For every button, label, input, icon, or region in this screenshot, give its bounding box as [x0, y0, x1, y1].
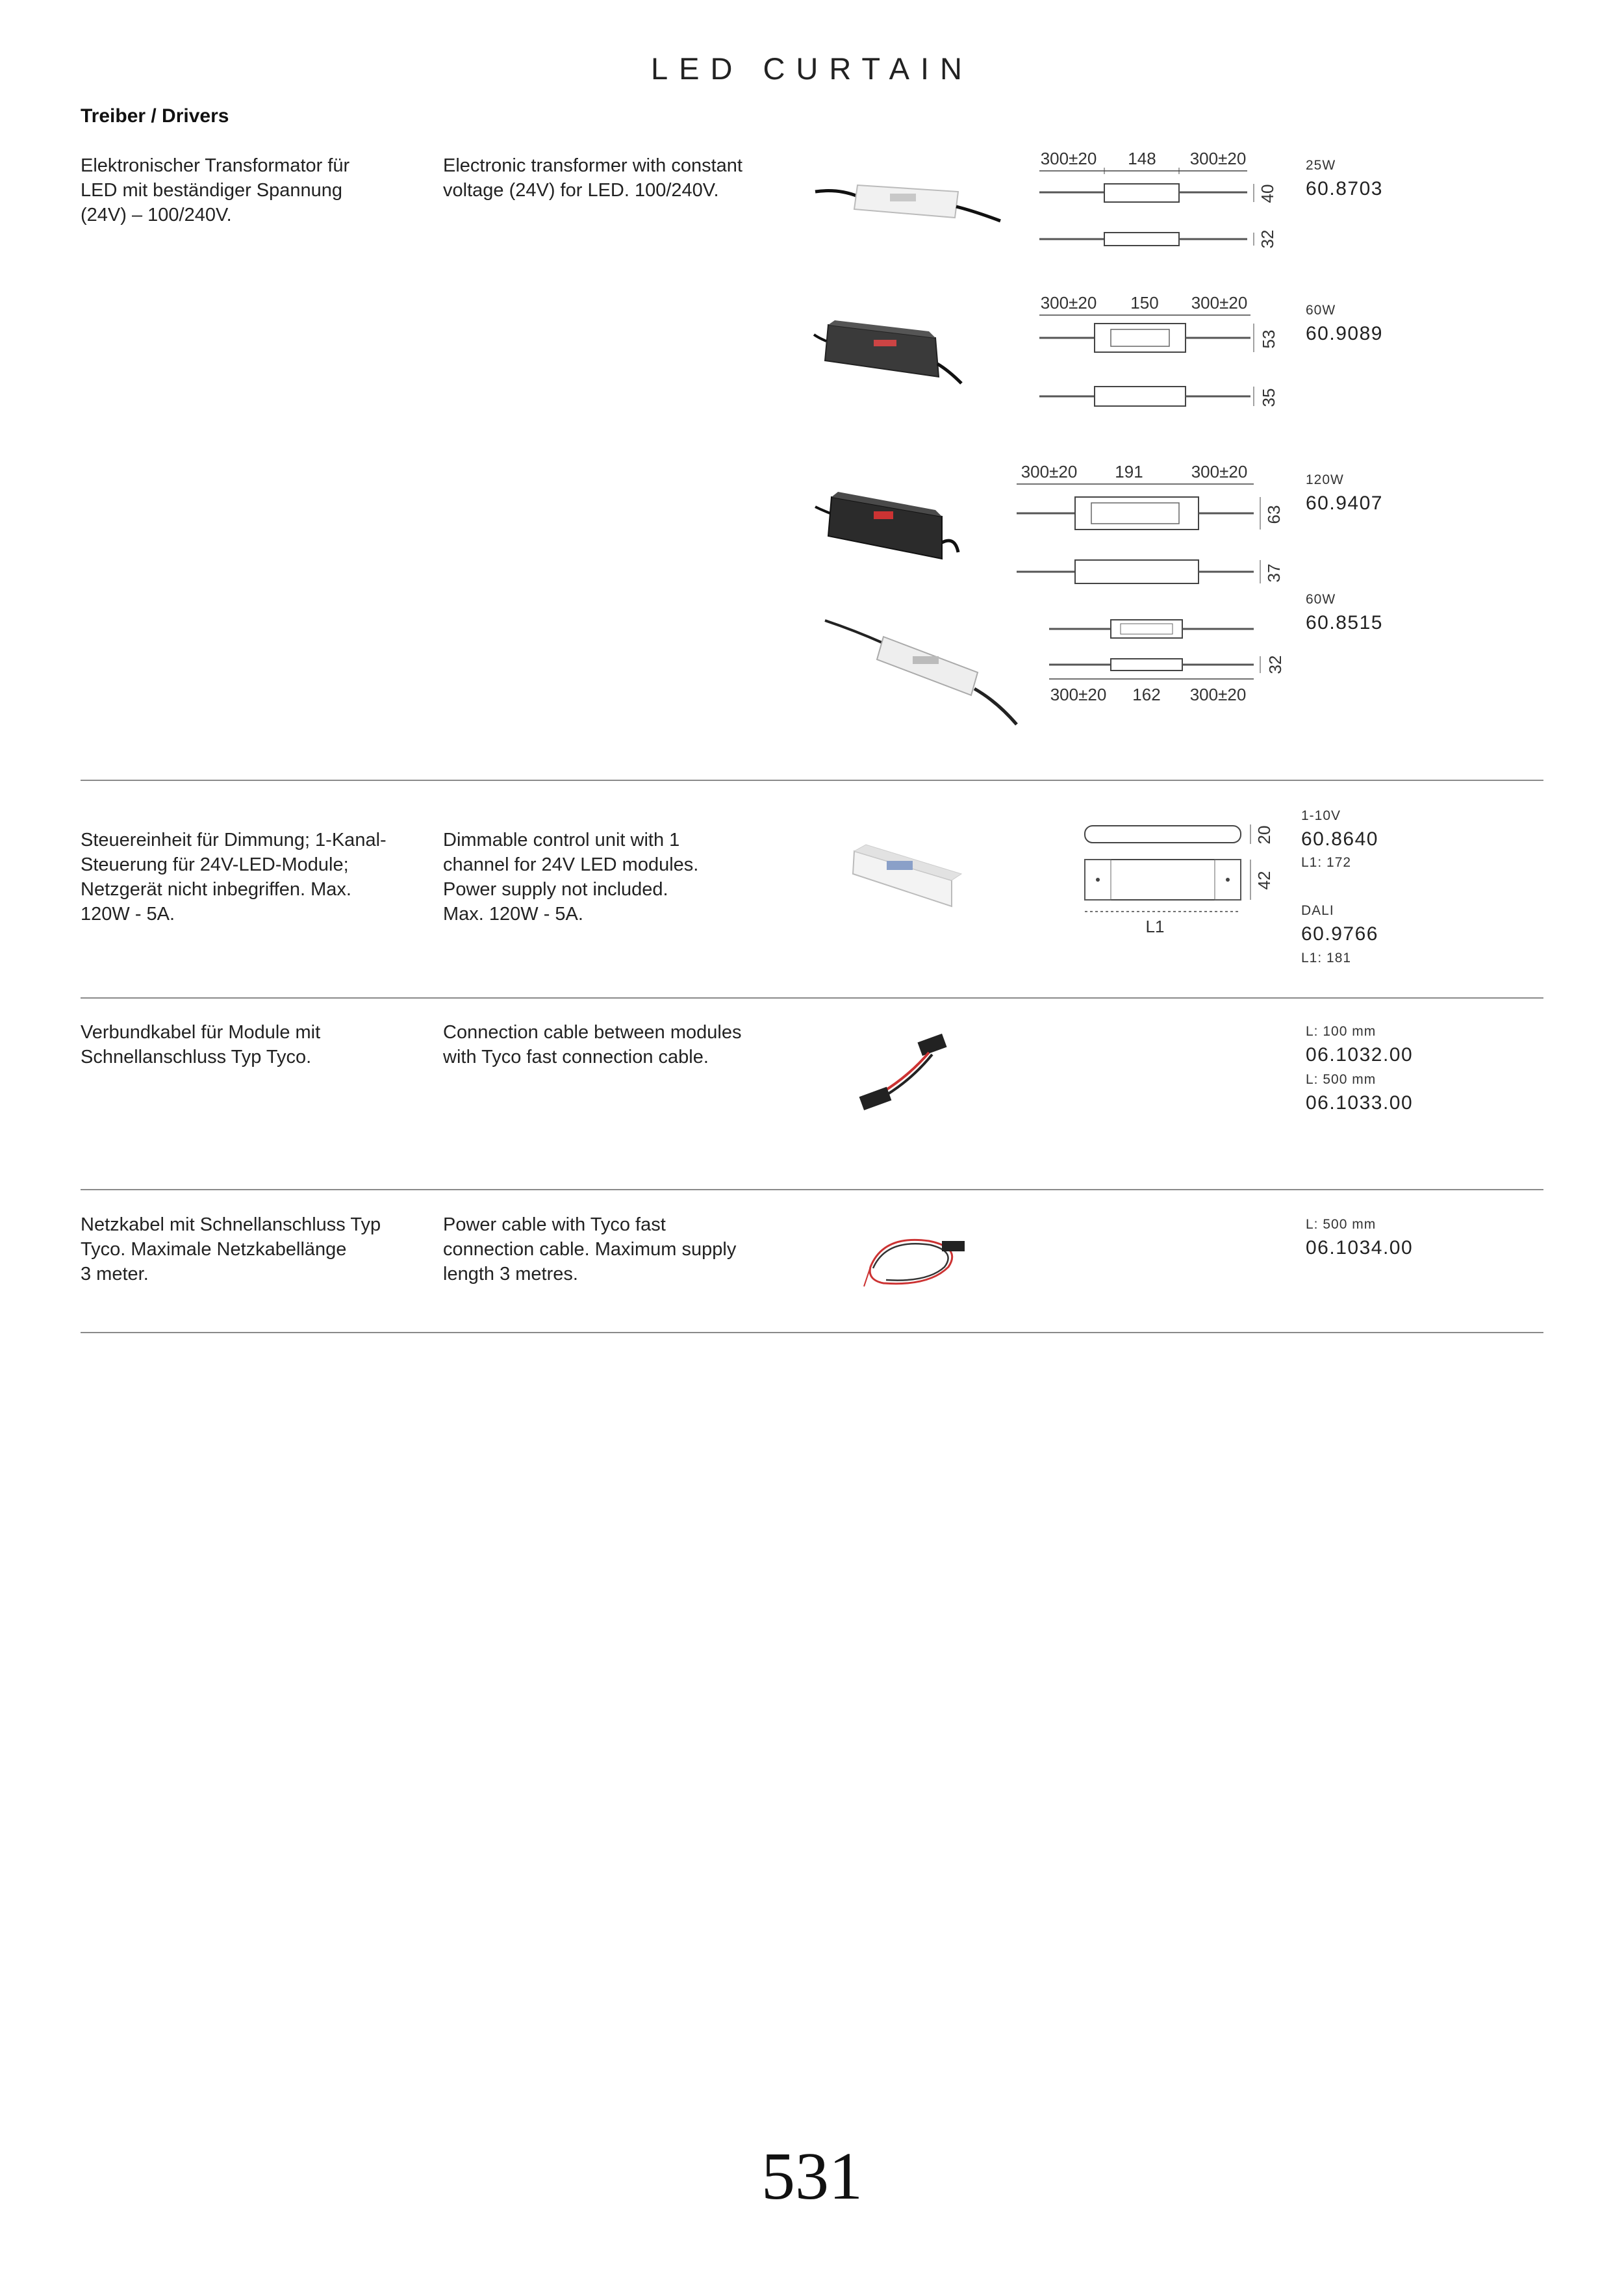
product-wattage-label: 60W — [1306, 303, 1336, 318]
product-wattage-label: 60W — [1306, 592, 1336, 607]
divider — [81, 997, 1543, 999]
product-wattage-label: 25W — [1306, 158, 1336, 173]
product-code: 60.9766 — [1301, 923, 1378, 945]
driver-120w-photo — [812, 478, 968, 568]
product-wattage-label: 120W — [1306, 472, 1344, 487]
divider — [81, 780, 1543, 781]
product-length-label: L: 500 mm — [1306, 1217, 1377, 1232]
product-code: 60.9089 — [1306, 323, 1383, 344]
product-code: 60.8640 — [1301, 828, 1378, 850]
product-length-label: L: 100 mm — [1306, 1024, 1377, 1039]
dim-height: 40 — [1258, 184, 1277, 203]
dim-mid: 148 — [1128, 149, 1156, 168]
row1-description-de: Elektronischer Transformator für LED mit beständiger Spannung (24V) – 100/240V. — [81, 155, 350, 225]
dim-left: 300±20 — [1021, 462, 1078, 481]
product-code: 60.8703 — [1306, 178, 1383, 199]
driver-60w-slim-dimension-drawing — [1039, 611, 1299, 708]
driver-60w-dimension-drawing — [1026, 292, 1299, 419]
product-code: 06.1033.00 — [1306, 1092, 1414, 1114]
connection-cable-photo — [857, 1030, 961, 1118]
page-title: LED CURTAIN — [650, 51, 974, 86]
dim-right: 300±20 — [1189, 149, 1247, 168]
dim-length: L1 — [1145, 917, 1165, 936]
row2-description-en: Dimmable control unit with 1 channel for 24V LED modules. Power supply not included. Max. 120W - 5A. — [443, 830, 699, 925]
dim-height: 53 — [1259, 329, 1278, 349]
dimmer-unit-photo — [848, 835, 968, 916]
row1-description-en: Electronic transformer with constant voltage (24V) for LED. 100/240V. — [443, 155, 742, 201]
dim-depth: 37 — [1264, 563, 1284, 583]
dim-mid: 150 — [1130, 293, 1159, 313]
dim-right: 300±20 — [1189, 685, 1247, 704]
product-type-label: 1-10V — [1301, 808, 1341, 823]
row3-description-de: Verbundkabel für Module mit Schnellanschluss Typ Tyco. — [81, 1022, 321, 1067]
dim-left: 300±20 — [1050, 685, 1107, 704]
dim-height: 63 — [1264, 505, 1284, 524]
dim-depth: 32 — [1258, 229, 1277, 249]
divider — [81, 1332, 1543, 1333]
row4-description-en: Power cable with Tyco fast connection cable. Maximum supply length 3 metres. — [443, 1214, 737, 1284]
dim-left: 300±20 — [1040, 293, 1097, 313]
dim-left: 300±20 — [1040, 149, 1097, 168]
driver-60w-photo — [812, 302, 968, 393]
page-number: 531 — [761, 2139, 863, 2214]
product-length-label: L1: 172 — [1301, 855, 1352, 870]
product-length-label: L1: 181 — [1301, 951, 1352, 965]
driver-25w-photo — [812, 156, 1007, 234]
dim-height: 20 — [1254, 825, 1274, 845]
dim-width: 42 — [1254, 871, 1274, 890]
product-code: 60.8515 — [1306, 612, 1383, 633]
row4-description-de: Netzkabel mit Schnellanschluss Typ Tyco. Maximale Netzkabellänge 3 meter. — [81, 1214, 381, 1284]
row3-description-en: Connection cable between modules with Tyco fast connection cable. — [443, 1022, 742, 1067]
section-title: Treiber / Drivers — [81, 105, 229, 127]
product-code: 06.1034.00 — [1306, 1237, 1414, 1258]
dim-depth: 35 — [1259, 388, 1278, 407]
product-code: 06.1032.00 — [1306, 1044, 1414, 1066]
driver-60w-slim-photo — [822, 611, 1023, 728]
driver-120w-dimension-drawing — [1010, 461, 1302, 591]
dim-mid: 191 — [1115, 462, 1143, 481]
product-type-label: DALI — [1301, 903, 1334, 918]
row2-description-de: Steuereinheit für Dimmung; 1-Kanal- Steuerung für 24V-LED-Module; Netzgerät nicht inbegriffen. Max. 120W - 5A. — [81, 830, 387, 925]
product-code: 60.9407 — [1306, 492, 1383, 514]
product-length-label: L: 500 mm — [1306, 1072, 1377, 1087]
driver-25w-dimension-drawing — [1026, 148, 1299, 262]
dim-right: 300±20 — [1191, 293, 1248, 313]
dim-right: 300±20 — [1191, 462, 1248, 481]
power-cable-photo — [857, 1221, 971, 1299]
dim-mid: 162 — [1132, 685, 1161, 704]
dimmer-dimension-drawing — [1072, 815, 1280, 939]
divider — [81, 1189, 1543, 1190]
dim-height: 32 — [1265, 655, 1285, 674]
